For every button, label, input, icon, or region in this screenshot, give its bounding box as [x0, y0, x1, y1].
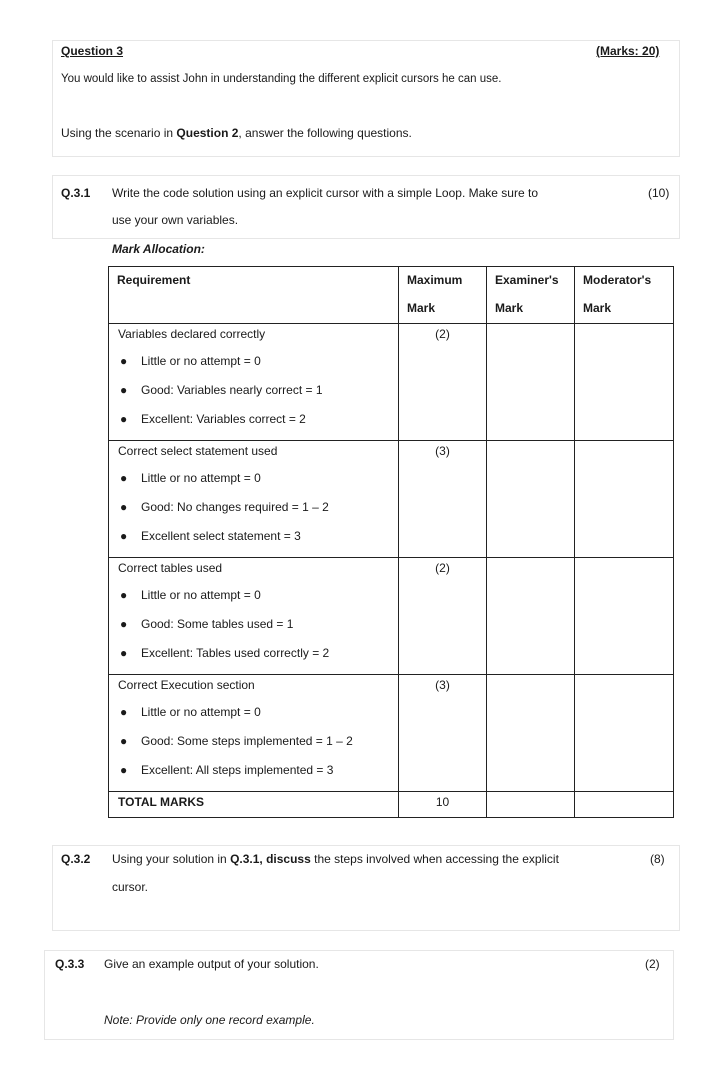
q33-note: Note: Provide only one record example. — [104, 1013, 315, 1027]
total-row — [109, 792, 674, 818]
question-marks: (Marks: 20) — [596, 44, 660, 58]
list-item — [118, 466, 398, 495]
bullet-icon: ● — [120, 734, 128, 748]
list-item — [118, 612, 398, 641]
q32-text-line2: cursor. — [112, 880, 149, 894]
list-item — [118, 378, 398, 407]
moderators-mark-cell[interactable] — [575, 441, 674, 558]
table-row — [109, 324, 674, 441]
requirement-cell — [109, 441, 399, 558]
q31-marks: (10) — [648, 186, 670, 200]
examiners-mark-cell[interactable] — [487, 558, 575, 675]
bullet-icon: ● — [120, 763, 128, 777]
q32-suffix: the steps involved when accessing the explicit — [310, 852, 559, 866]
requirement-title: Correct select statement used — [118, 444, 278, 458]
header-examiners-l1: Examiner's — [495, 273, 559, 287]
criterion-text: Good: Variables nearly correct = 1 — [141, 383, 323, 397]
criterion-text: Good: Some steps implemented = 1 – 2 — [141, 734, 353, 748]
list-item — [118, 729, 398, 758]
intro-line2-ref: Question 2 — [176, 126, 239, 140]
list-item — [118, 758, 398, 787]
table-header-row — [109, 267, 674, 324]
intro-line2 — [61, 126, 412, 140]
q32-prefix: Using your solution in — [112, 852, 231, 866]
bullet-icon: ● — [120, 646, 128, 660]
moderators-total-cell[interactable] — [575, 792, 674, 818]
criterion-text: Excellent: All steps implemented = 3 — [141, 763, 334, 777]
q32-marks: (8) — [650, 852, 665, 866]
header-examiners-mark — [487, 267, 575, 324]
bullet-icon: ● — [120, 617, 128, 631]
examiners-mark-cell[interactable] — [487, 324, 575, 441]
maximum-mark-cell: (2) — [399, 324, 487, 441]
q31-text-line1: Write the code solution using an explicit cursor with a simple Loop. Make sure to — [112, 186, 538, 200]
requirement-cell — [109, 558, 399, 675]
header-requirement-label: Requirement — [117, 273, 191, 287]
bullet-icon: ● — [120, 354, 128, 368]
requirement-title: Correct Execution section — [118, 678, 255, 692]
criterion-text: Good: Some tables used = 1 — [141, 617, 294, 631]
header-maximum-mark — [399, 267, 487, 324]
bullet-icon: ● — [120, 588, 128, 602]
total-marks-label: TOTAL MARKS — [109, 792, 399, 818]
examiners-total-cell[interactable] — [487, 792, 575, 818]
q31-number: Q.3.1 — [61, 186, 91, 200]
list-item — [118, 641, 398, 670]
q33-text: Give an example output of your solution. — [104, 957, 319, 971]
q33-marks: (2) — [645, 957, 660, 971]
examiners-mark-cell[interactable] — [487, 675, 575, 792]
requirement-cell — [109, 675, 399, 792]
header-moderators-l2: Mark — [583, 301, 612, 315]
table-row — [109, 675, 674, 792]
criterion-text: Little or no attempt = 0 — [141, 705, 261, 719]
intro-line1: You would like to assist John in understanding the different explicit cursors he can use. — [61, 73, 502, 85]
bullet-icon: ● — [120, 471, 128, 485]
mark-allocation-label: Mark Allocation: — [112, 242, 205, 256]
question-title: Question 3 — [61, 44, 124, 58]
maximum-mark-cell: (3) — [399, 675, 487, 792]
criterion-text: Little or no attempt = 0 — [141, 354, 261, 368]
table-row — [109, 558, 674, 675]
moderators-mark-cell[interactable] — [575, 558, 674, 675]
intro-line2-suffix: , answer the following questions. — [238, 126, 412, 140]
q32-bold: Q.3.1, discuss — [230, 852, 311, 866]
table-row — [109, 441, 674, 558]
criterion-text: Little or no attempt = 0 — [141, 471, 261, 485]
list-item — [118, 700, 398, 729]
bullet-icon: ● — [120, 412, 128, 426]
criterion-text: Good: No changes required = 1 – 2 — [141, 500, 329, 514]
criterion-text: Excellent: Variables correct = 2 — [141, 412, 306, 426]
moderators-mark-cell[interactable] — [575, 675, 674, 792]
list-item — [118, 407, 398, 436]
requirement-cell — [109, 324, 399, 441]
list-item — [118, 524, 398, 553]
requirement-title: Variables declared correctly — [118, 327, 266, 341]
q31-frame — [52, 175, 680, 239]
list-item — [118, 349, 398, 378]
header-examiners-l2: Mark — [495, 301, 524, 315]
header-maximum-l2: Mark — [407, 301, 436, 315]
maximum-mark-cell: (2) — [399, 558, 487, 675]
bullet-icon: ● — [120, 705, 128, 719]
moderators-mark-cell[interactable] — [575, 324, 674, 441]
list-item — [118, 495, 398, 524]
q32-text-line1 — [112, 852, 559, 866]
list-item — [118, 583, 398, 612]
criterion-text: Excellent select statement = 3 — [141, 529, 301, 543]
examiners-mark-cell[interactable] — [487, 441, 575, 558]
criterion-text: Little or no attempt = 0 — [141, 588, 261, 602]
header-moderators-mark — [575, 267, 674, 324]
criterion-text: Excellent: Tables used correctly = 2 — [141, 646, 330, 660]
bullet-icon: ● — [120, 383, 128, 397]
q32-number: Q.3.2 — [61, 852, 91, 866]
q31-text-line2: use your own variables. — [112, 213, 239, 227]
q33-number: Q.3.3 — [55, 957, 85, 971]
total-marks-value: 10 — [399, 792, 487, 818]
bullet-icon: ● — [120, 500, 128, 514]
header-requirement — [109, 267, 399, 324]
maximum-mark-cell: (3) — [399, 441, 487, 558]
header-maximum-l1: Maximum — [407, 273, 463, 287]
header-moderators-l1: Moderator's — [583, 273, 652, 287]
bullet-icon: ● — [120, 529, 128, 543]
intro-line2-prefix: Using the scenario in — [61, 126, 177, 140]
mark-allocation-table — [108, 266, 674, 818]
requirement-title: Correct tables used — [118, 561, 223, 575]
